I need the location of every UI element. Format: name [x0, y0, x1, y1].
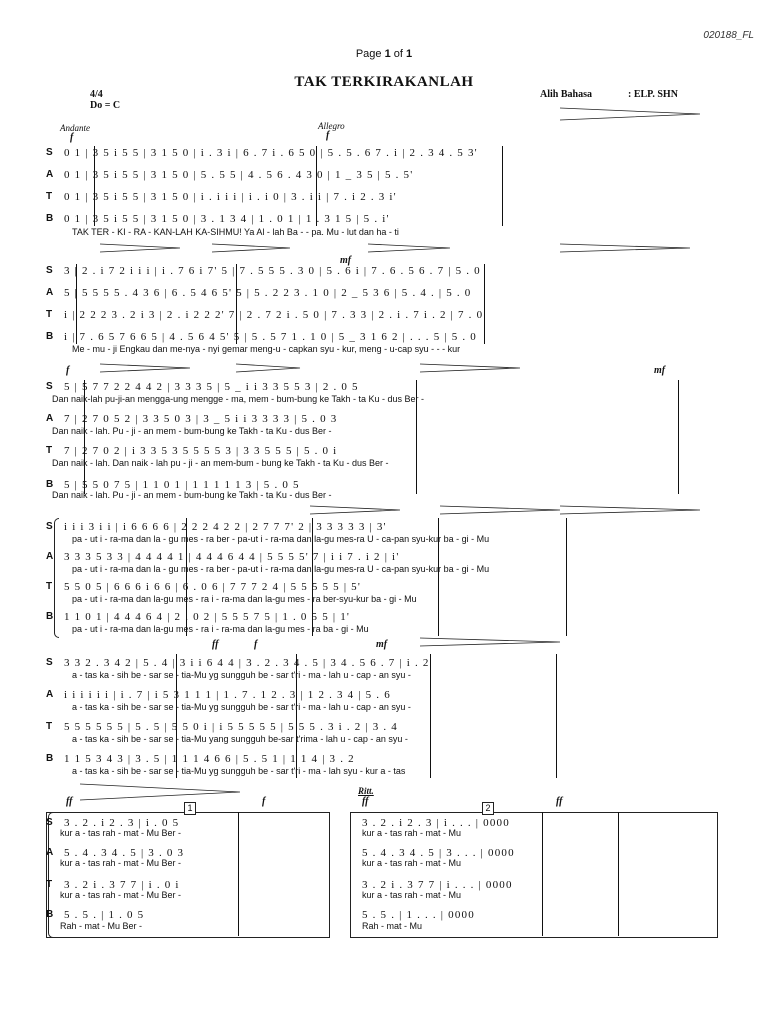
voice-row-tenor — [46, 190, 722, 204]
tempo-allegro: Allegro — [318, 121, 345, 131]
note-sequence: 1 1 0 1 | 4 4 4 6 4 | 2 . 0 2 | 5 5 5 7 5 | 1 . 0 5 5 | 1' — [64, 611, 351, 623]
tempo-ritardando: Ritt. — [358, 786, 374, 796]
dynamic-f: f — [262, 796, 266, 807]
volta-2-number: 2 — [482, 802, 494, 815]
note-sequence: 0 1 | 3 5 i 5 5 | 3 1 5 0 | 3 . 1 3 4 | 1 . 0 1 | 1 . 3 1 5 | 5 . i' — [64, 213, 390, 225]
voice-label: A — [46, 551, 54, 562]
voice-label: B — [46, 213, 54, 224]
note-sequence: i i i 3 i i | i 6 6 6 6 | 2 2 2 4 2 2 | 2 7 7 7' 2 | 3 3 3 3 3 | 3' — [64, 521, 387, 533]
note-sequence: 5 5 0 5 | 6 6 6 i 6 6 | 6 . 0 6 | 7 7 7 2 4 | 5 5 5 5 5 | 5' — [64, 581, 362, 593]
lyric-line: Dan naik - lah. Pu - ji - an mem - bum-bung ke Takh - ta Ku - dus Ber - — [52, 490, 332, 500]
voice-label: S — [46, 521, 53, 532]
voice-label: A — [46, 169, 54, 180]
lyric-line: Rah - mat - Mu Ber - — [60, 921, 143, 931]
dynamic-f: f — [326, 130, 330, 141]
crescendo-hairpin — [80, 784, 240, 800]
voice-label: T — [46, 721, 53, 732]
key-signature: Do = C — [90, 100, 121, 111]
note-sequence: i | 2 2 2 3 . 2 i 3 | 2 . i 2 2 2' 7 | 2 . 7 2 i . 5 0 | 7 . 3 3 | 2 . i . 7 i . 2 | 7 . 0 — [64, 309, 484, 321]
voice-label: B — [46, 331, 54, 342]
note-sequence: 3 . 2 i . 3 7 7 | i . 0 i — [64, 879, 180, 891]
dynamic-f: f — [254, 639, 258, 650]
arranger-label: Alih Bahasa — [540, 89, 592, 100]
score-system-2 — [46, 264, 722, 360]
lyric-line: a - tas ka - sih be - sar se - tia-Mu yg sungguh be - sar t'ri - ma - lah u - cap - an syu - — [72, 702, 411, 712]
lyric-line: Dan naik-lah pu-ji-an mengga-ung mengge - ma, mem - bum-bung ke Takh - ta Ku - dus Ber - — [52, 394, 425, 404]
score-system-1 — [46, 146, 722, 246]
lyric-line: kur a - tas rah - mat - Mu Ber - — [60, 828, 182, 838]
voice-row-bass — [46, 752, 722, 766]
document-id: 020188_FL — [703, 30, 754, 41]
note-sequence: 5 | 5 5 0 7 5 | 1 1 0 1 | 1 1 1 1 1 3 | 5 . 0 5 — [64, 479, 300, 491]
voice-label: B — [46, 909, 54, 920]
note-sequence: 0 1 | 3 5 i 5 5 | 3 1 5 0 | i . i i i | i . i 0 | 3 . i i | 7 . i 2 . 3 i' — [64, 191, 397, 203]
lyric-line: a - tas ka - sih be - sar se - tia-Mu yg sungguh be - sar t'ri - ma - lah syu - kur a - tas — [72, 766, 406, 776]
voice-row-alto — [46, 688, 722, 702]
song-title: TAK TERKIRAKANLAH — [294, 74, 474, 90]
lyric-line: kur a - tas rah - mat - Mu Ber - — [60, 890, 182, 900]
dynamic-ff: ff — [556, 796, 563, 807]
voice-row-bass-ending-2 — [362, 908, 716, 922]
voice-row-soprano — [46, 520, 722, 534]
voice-label: S — [46, 265, 53, 276]
score-system-5 — [46, 654, 722, 780]
dynamic-mf: mf — [376, 639, 388, 650]
note-sequence: 1 1 5 3 4 3 | 3 . 5 | 1 1 1 4 6 6 | 5 . 5 1 | 1 1 4 | 3 . 2 — [64, 753, 355, 765]
decrescendo-hairpin — [236, 364, 300, 372]
lyric-line: Dan naik - lah. Pu - ji - an mem - bum-bung ke Takh - ta Ku - dus Ber - — [52, 426, 332, 436]
lyric-line: Rah - mat - Mu — [362, 921, 423, 931]
note-sequence: 3 3 2 . 3 4 2 | 5 . 4 | 3 i i 6 4 4 | 3 . 2 . 3 4 . 5 | 3 4 . 5 6 . 7 | i . 2 — [64, 657, 430, 669]
lyric-line: TAK TER - KI - RA - KAN-LAH KA-SIHMU! Ya Al - lah Ba - - pa. Mu - lut dan ha - ti — [72, 227, 399, 237]
voice-label: T — [46, 581, 53, 592]
note-sequence: 3 . 2 . i 2 . 3 | i . 0 5 — [64, 817, 180, 829]
lyric-line: kur a - tas rah - mat - Mu — [362, 828, 462, 838]
page-of: of — [393, 48, 403, 60]
note-sequence: 5 5 5 5 5 5 | 5 . 5 | 5 5 0 i | i 5 5 5 5 5 | 5 5 5 . 3 i . 2 | 3 . 4 — [64, 721, 398, 733]
dynamic-mf: mf — [340, 255, 352, 266]
voice-row-bass — [46, 908, 328, 922]
voice-label: A — [46, 287, 54, 298]
voice-row-tenor — [46, 580, 722, 594]
note-sequence: 3 | 2 . i 7 2 i i i | i . 7 6 i 7' 5 | 7 . 5 5 5 . 3 0 | 5 . 6 i | 7 . 6 . 5 6 . 7 | 5 . 0 — [64, 265, 481, 277]
score-system-6 — [46, 803, 722, 938]
note-sequence: 5 . 4 . 3 4 . 5 | 3 . . . | 0000 — [362, 847, 515, 859]
crescendo-hairpin — [310, 506, 400, 514]
voice-label: A — [46, 413, 54, 424]
dynamic-ff: ff — [362, 796, 369, 807]
score-system-3 — [46, 380, 722, 500]
lyric-line: pa - ut i - ra-ma dan la-gu mes - ra i - ra-ma dan la-gu mes - ra ba - gi - Mu — [72, 624, 369, 634]
decrescendo-hairpin — [440, 506, 560, 514]
voice-row-bass — [46, 212, 722, 226]
note-sequence: 7 | 2 7 0 5 2 | 3 3 5 0 3 | 3 _ 5 i i 3 3 3 3 | 5 . 0 3 — [64, 413, 338, 425]
lyric-line: Dan naik - lah. Dan naik - lah pu - ji - an mem-bum - bung ke Takh - ta Ku - dus Ber - — [52, 458, 389, 468]
voice-row-bass — [46, 330, 722, 344]
crescendo-hairpin — [560, 108, 700, 120]
voice-label: S — [46, 657, 53, 668]
voice-label: S — [46, 817, 53, 828]
voice-row-soprano — [46, 146, 722, 160]
crescendo-hairpin — [420, 364, 520, 372]
voice-row-tenor — [46, 720, 722, 734]
voice-label: B — [46, 611, 54, 622]
dynamic-f: f — [66, 365, 70, 376]
note-sequence: 7 | 2 7 0 2 | i 3 3 5 3 5 5 5 5 3 | 3 3 5 5 5 | 5 . 0 i — [64, 445, 338, 457]
voice-row-alto — [46, 168, 722, 182]
voice-row-tenor — [46, 308, 722, 322]
note-sequence: 5 . 5 . | 1 . 0 5 — [64, 909, 145, 921]
note-sequence: 5 | 5 5 5 5 . 4 3 6 | 6 . 5 4 6 5' 5 | 5 . 2 2 3 . 1 0 | 2 _ 5 3 6 | 5 . 4 . | 5 . 0 — [64, 287, 472, 299]
voice-label: T — [46, 309, 53, 320]
lyric-line: pa - ut i - ra-ma dan la-gu mes - ra i - ra-ma dan la-gu mes - ra ber-syu-kur ba - gi - Mu — [72, 594, 417, 604]
tempo-andante: Andante — [60, 123, 90, 133]
crescendo-hairpin — [100, 364, 190, 372]
time-signature: 4/4 — [90, 89, 103, 100]
lyric-line: pa - ut i - ra-ma dan la - gu mes - ra ber - pa-ut i - ra-ma dan la-gu mes-ra U - ca-pan syu-kur ba - gi - Mu — [72, 564, 490, 574]
dynamic-f: f — [70, 132, 74, 143]
page-prefix: Page — [355, 48, 382, 60]
lyric-line: pa - ut i - ra-ma dan la - gu mes - ra ber - pa-ut i - ra-ma dan la-gu mes-ra U - ca-pan syu-kur ba - gi - Mu — [72, 534, 490, 544]
dynamic-ff: ff — [212, 639, 219, 650]
dynamic-ff: ff — [66, 796, 73, 807]
voice-row-soprano — [46, 656, 722, 670]
lyric-line: a - tas ka - sih be - sar se - tia-Mu yang sungguh be-sar t'rima - lah u - cap - an syu - — [72, 734, 408, 744]
note-sequence: 0 1 | 3 5 i 5 5 | 3 1 5 0 | 5 . 5 5 | 4 . 5 6 . 4 3 0 | 1 _ 3 5 | 5 . 5' — [64, 169, 414, 181]
note-sequence: 3 3 3 5 3 3 | 4 4 4 4 1 | 4 4 4 6 4 4 | 5 5 5 5' 7 | i i 7 . i 2 | i' — [64, 551, 400, 563]
volta-1-number: 1 — [184, 802, 196, 815]
voice-row-soprano — [46, 264, 722, 278]
note-sequence: 0 1 | 3 5 i 5 5 | 3 1 5 0 | i . 3 i | 6 . 7 i . 6 5 0 | 5 . 5 . 6 7 . i | 2 . 3 4 . 5 3' — [64, 147, 478, 159]
voice-label: S — [46, 147, 53, 158]
note-sequence: 3 . 2 . i 2 . 3 | i . . . | 0000 — [362, 817, 510, 829]
score-system-4 — [46, 518, 722, 642]
voice-row-tenor — [46, 444, 722, 458]
voice-label: A — [46, 689, 54, 700]
lyric-line: Me - mu - ji Engkau dan me-nya - nyi gemar meng-u - capkan syu - kur, meng - u-cap syu - - - kur — [72, 344, 461, 354]
voice-label: T — [46, 445, 53, 456]
voice-row-soprano — [46, 380, 722, 394]
voice-row-alto — [46, 412, 722, 426]
voice-label: A — [46, 847, 54, 858]
note-sequence: 5 | 5 7 7 2 2 4 4 2 | 3 3 3 5 | 5 _ i i 3 3 5 5 3 | 2 . 0 5 — [64, 381, 359, 393]
note-sequence: i i i i i i | i . 7 | i 5 3 1 1 1 | 1 . 7 . 1 2 . 3 | 1 2 . 3 4 | 5 . 6 — [64, 689, 391, 701]
voice-row-alto — [46, 286, 722, 300]
arranger-name: : ELP. SHN — [628, 89, 678, 100]
voice-label: T — [46, 879, 53, 890]
lyric-line: kur a - tas rah - mat - Mu — [362, 890, 462, 900]
note-sequence: i | 7 . 6 5 7 6 6 5 | 4 . 5 6 4 5' 5 | 5 . 5 7 1 . 1 0 | 5 _ 3 1 6 2 | . . . 5 | 5 . 0 — [64, 331, 477, 343]
crescendo-hairpin — [560, 506, 700, 514]
lyric-line: a - tas ka - sih be - sar se - tia-Mu yg sungguh be - sar t'ri - ma - lah u - cap - an syu - — [72, 670, 411, 680]
lyric-line: kur a - tas rah - mat - Mu — [362, 858, 462, 868]
page-total: 1 — [406, 48, 413, 60]
voice-row-alto — [46, 550, 722, 564]
page-current: 1 — [384, 48, 391, 60]
voice-row-bass — [46, 610, 722, 624]
voice-label: S — [46, 381, 53, 392]
note-sequence: 5 . 5 . | 1 . . . | 0000 — [362, 909, 475, 921]
note-sequence: 5 . 4 . 3 4 . 5 | 3 . 0 3 — [64, 847, 185, 859]
dynamic-mf: mf — [654, 365, 666, 376]
voice-label: B — [46, 479, 54, 490]
voice-label: T — [46, 191, 53, 202]
note-sequence: 3 . 2 i . 3 7 7 | i . . . | 0000 — [362, 879, 513, 891]
lyric-line: kur a - tas rah - mat - Mu Ber - — [60, 858, 182, 868]
voice-label: B — [46, 753, 54, 764]
